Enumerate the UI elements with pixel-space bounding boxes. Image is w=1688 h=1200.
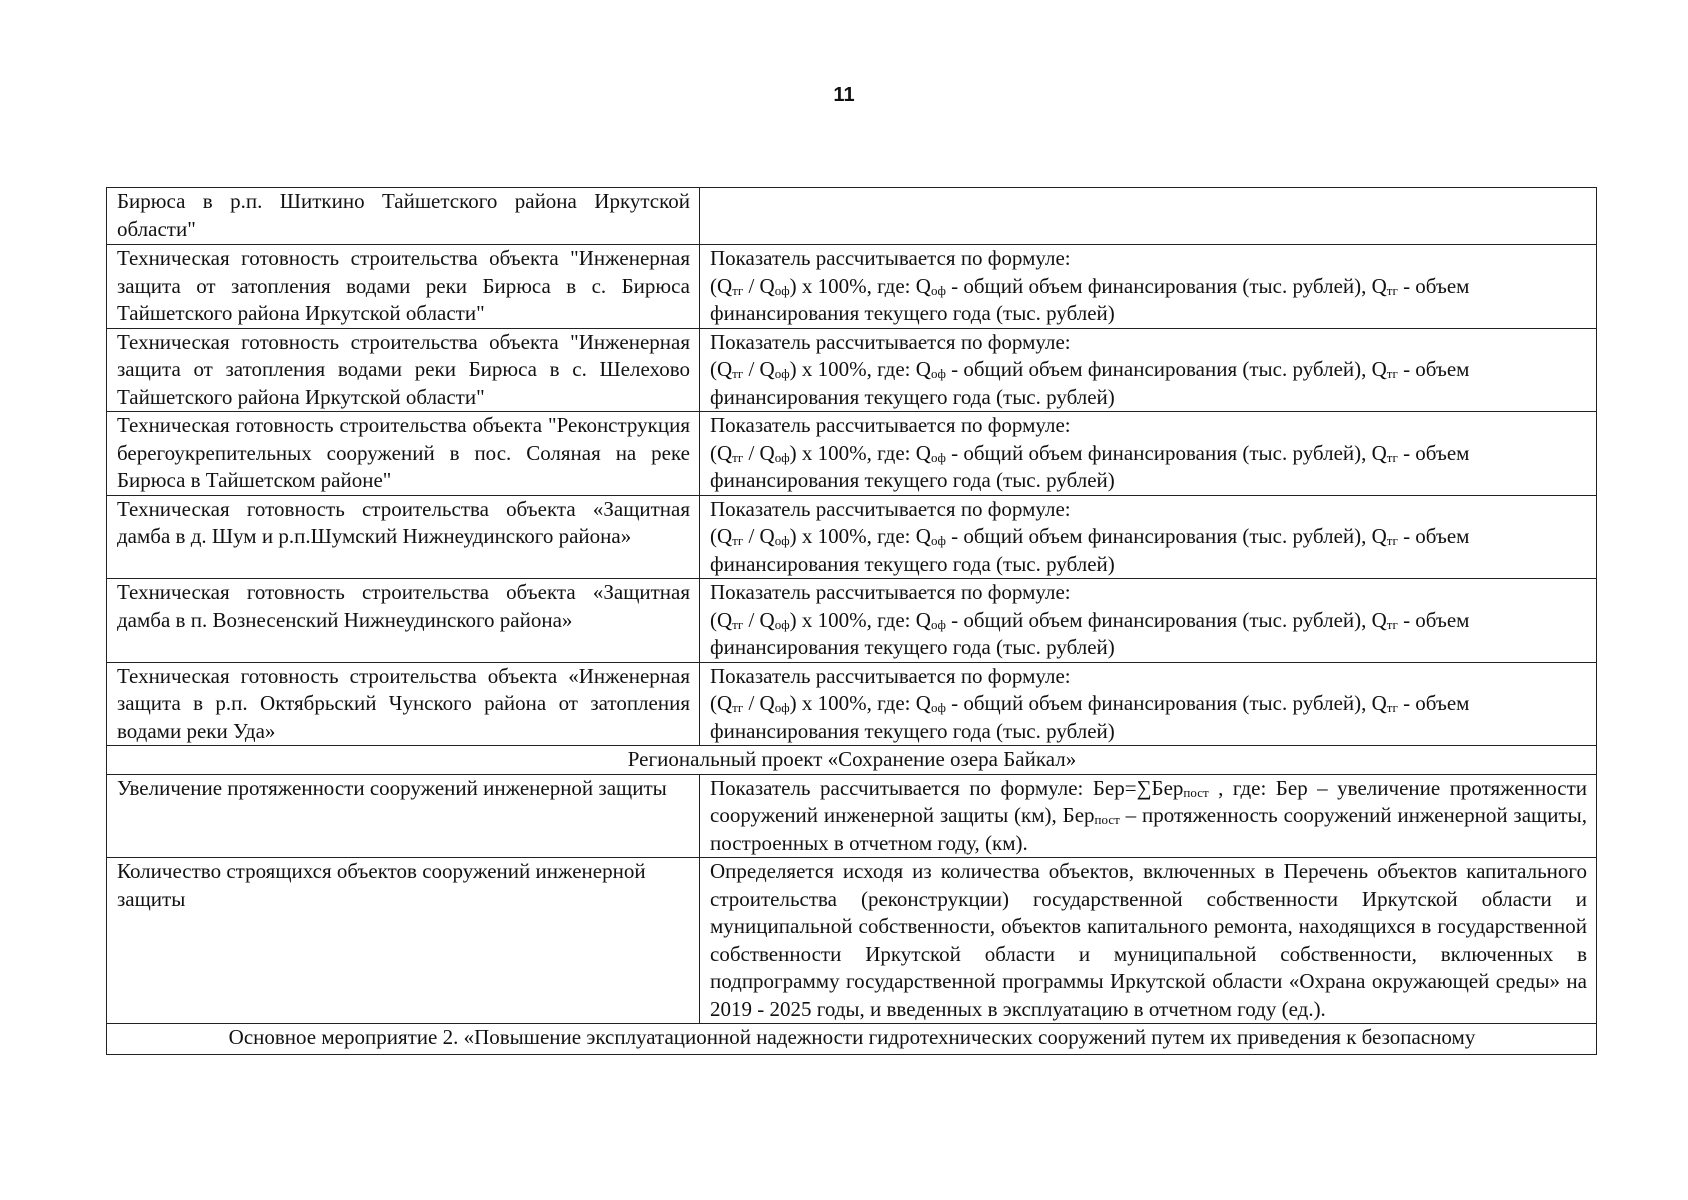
formula-text (710, 523, 1587, 578)
q-sub-tt: тг (732, 366, 744, 381)
indicator-name-cell: Техническая готовность строительства объекта "Инженерная защита от затопления водами реки Бирюса в с. Бирюса Тайшетского района Иркутской области" (107, 245, 700, 329)
main-activity-header: Основное мероприятие 2. «Повышение эксплуатационной надежности гидротехнических сооружений путем их приведения к безопасному (107, 1024, 1597, 1055)
q-sub-of: оф (774, 282, 790, 298)
table-row (107, 579, 1597, 663)
formula-tail: - объем финансирования текущего года (тыс. рублей) (710, 607, 1470, 659)
formula-intro: Показатель рассчитывается по формуле: (710, 580, 1071, 604)
formula-intro: Показатель рассчитывается по формуле: (710, 413, 1071, 437)
section-header: Региональный проект «Сохранение озера Байкал» (107, 746, 1597, 775)
indicator-name-cell: Бирюса в р.п. Шиткино Тайшетского района Иркутской области" (107, 188, 700, 245)
table-row (107, 774, 1597, 858)
q-sub-tt: тг (1386, 533, 1398, 548)
formula-open: (Q (710, 440, 733, 465)
method-cell: Определяется исходя из количества объектов, включенных в Перечень объектов капитального строительства (реконструкции) государственной собственности Иркутской области и муниципальной собственности, объектов капитального ремонта, находящихся в государственной собственности Иркутской области и муниципальной собственности, включенных в подпрограмму государственной программы Иркутской области «Охрана окружающей среды» на 2019 - 2025 годы, и введенных в эксплуатацию в отчетном году (ед.). (700, 858, 1597, 1024)
section-header-row (107, 746, 1597, 775)
formula-text (710, 607, 1587, 662)
length-formula-part-c: – протяженность сооружений инженерной защиты, построенных в отчетном году, (км). (710, 803, 1587, 855)
formula-slash: / Q (743, 357, 775, 381)
formula-mid: ) x 100%, где: Q (789, 440, 931, 465)
indicator-name-cell: Техническая готовность строительства объекта «Инженерная защита в р.п. Октябрьский Чунского района от затопления водами реки Уда» (107, 662, 700, 746)
q-sub-tt: тг (732, 616, 744, 632)
formula-intro: Показатель рассчитывается по формуле: (710, 663, 1071, 688)
page-number: 11 (833, 84, 855, 106)
formula-cell (700, 245, 1597, 329)
q-sub-tt: тг (732, 533, 744, 548)
indicator-name-cell: Техническая готовность строительства объекта "Инженерная защита от затопления водами реки Бирюса в с. Шелехово Тайшетского района Иркутской области" (107, 328, 700, 412)
formula-slash: / Q (743, 691, 775, 715)
formula-tail: - объем финансирования текущего года (тыс. рублей) (710, 691, 1470, 743)
q-sub-of: оф (774, 449, 790, 465)
q-sub-of: оф (774, 616, 790, 632)
q-sub-of: оф (930, 700, 946, 715)
formula-mid2: - общий объем финансирования (тыс. рублей), Q (945, 273, 1387, 298)
formula-slash: / Q (743, 273, 775, 298)
length-formula-part-a: Показатель рассчитывается по формуле: Бер=∑Бер (710, 775, 1184, 800)
table-row (107, 662, 1597, 746)
q-sub-of: оф (930, 616, 946, 632)
formula-open: (Q (710, 691, 733, 715)
formula-mid: ) x 100%, где: Q (789, 607, 931, 632)
q-sub-of: оф (930, 533, 946, 548)
formula-open: (Q (710, 524, 733, 548)
length-formula-part-b: , где: Бер – увеличение протяженности сооружений инженерной защиты (км), Бер (710, 775, 1588, 827)
q-sub-tt: тг (1386, 700, 1398, 715)
section-header-row (107, 1024, 1597, 1055)
q-sub-of: оф (930, 366, 946, 381)
table-row (107, 245, 1597, 329)
q-sub-of: оф (774, 366, 790, 381)
q-sub-of: оф (774, 700, 790, 715)
formula-text (710, 690, 1587, 745)
indicators-table (106, 187, 1597, 1055)
formula-mid2: - общий объем финансирования (тыс. рублей), Q (945, 357, 1387, 381)
q-sub-tt: тг (732, 700, 744, 715)
formula-mid2: - общий объем финансирования (тыс. рублей), Q (945, 440, 1387, 465)
indicator-name-cell: Техническая готовность строительства объекта «Защитная дамба в п. Вознесенский Нижнеудинского района» (107, 579, 700, 663)
formula-text (710, 273, 1587, 328)
formula-slash: / Q (743, 607, 775, 632)
q-sub-of: оф (774, 533, 790, 548)
formula-cell (700, 328, 1597, 412)
formula-text (710, 356, 1587, 411)
formula-mid: ) x 100%, где: Q (789, 524, 931, 548)
formula-tail: - объем финансирования текущего года (тыс. рублей) (710, 524, 1470, 576)
q-sub-of: оф (930, 282, 946, 298)
q-sub-tt: тг (1386, 282, 1398, 298)
table-row (107, 495, 1597, 579)
q-sub-tt: тг (1386, 616, 1398, 632)
formula-tail: - объем финансирования текущего года (тыс. рублей) (710, 273, 1470, 325)
formula-cell (700, 495, 1597, 579)
formula-open: (Q (710, 357, 733, 381)
indicator-name-cell: Техническая готовность строительства объекта "Реконструкция берегоукрепительных сооружений в пос. Соляная на реке Бирюса в Тайшетском районе" (107, 412, 700, 496)
table-row (107, 858, 1597, 1024)
formula-slash: / Q (743, 524, 775, 548)
formula-intro: Показатель рассчитывается по формуле: (710, 246, 1071, 270)
q-sub-of: оф (930, 449, 946, 465)
formula-open: (Q (710, 607, 733, 632)
table-row (107, 188, 1597, 245)
table-row (107, 328, 1597, 412)
formula-slash: / Q (743, 440, 775, 465)
formula-cell (700, 412, 1597, 496)
length-formula-sub: пост (1094, 812, 1120, 827)
formula-mid: ) x 100%, где: Q (789, 357, 931, 381)
q-sub-tt: тг (1386, 449, 1398, 465)
indicator-name-cell: Увеличение протяженности сооружений инженерной защиты (107, 774, 700, 858)
formula-text (710, 440, 1587, 495)
indicator-name-cell: Количество строящихся объектов сооружений инженерной защиты (107, 858, 700, 1024)
formula-intro: Показатель рассчитывается по формуле: (710, 496, 1071, 521)
length-formula-sub: пост (1183, 784, 1209, 800)
formula-mid: ) x 100%, где: Q (789, 691, 931, 715)
q-sub-tt: тг (1386, 366, 1398, 381)
indicator-name-cell: Техническая готовность строительства объекта «Защитная дамба в д. Шум и р.п.Шумский Нижнеудинского района» (107, 495, 700, 579)
formula-cell (700, 774, 1597, 858)
formula-mid2: - общий объем финансирования (тыс. рублей), Q (945, 691, 1387, 715)
formula-mid2: - общий объем финансирования (тыс. рублей), Q (945, 607, 1387, 632)
formula-cell (700, 662, 1597, 746)
formula-tail: - объем финансирования текущего года (тыс. рублей) (710, 357, 1470, 409)
table-row (107, 412, 1597, 496)
formula-open: (Q (710, 273, 733, 298)
formula-cell (700, 188, 1597, 245)
q-sub-tt: тг (732, 449, 744, 465)
formula-intro: Показатель рассчитывается по формуле: (710, 329, 1071, 354)
q-sub-tt: тг (732, 282, 744, 298)
formula-mid2: - общий объем финансирования (тыс. рублей), Q (945, 524, 1387, 548)
formula-tail: - объем финансирования текущего года (тыс. рублей) (710, 440, 1470, 492)
formula-mid: ) x 100%, где: Q (789, 273, 931, 298)
formula-cell (700, 579, 1597, 663)
